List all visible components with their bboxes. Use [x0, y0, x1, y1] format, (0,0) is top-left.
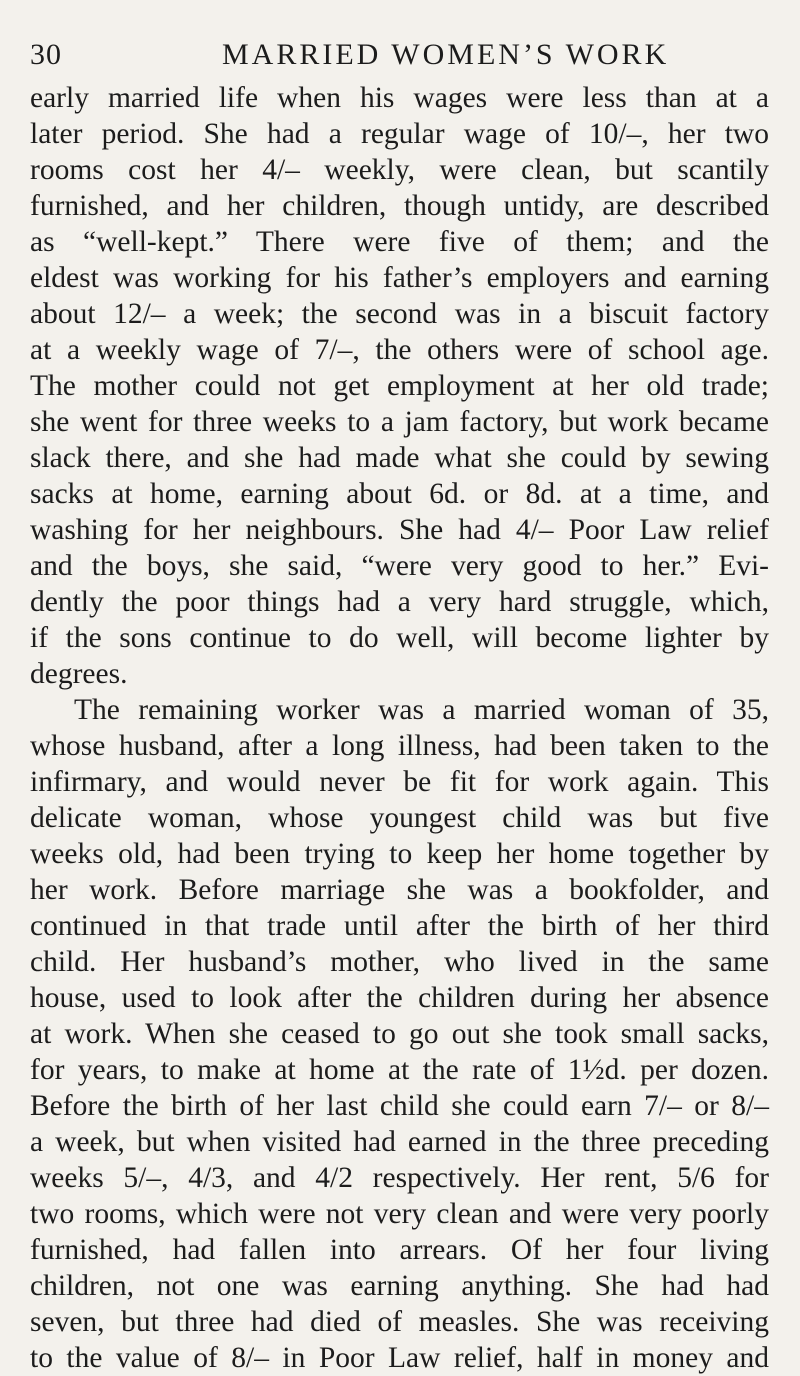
text-line: two rooms, which were not very clean and were very poorly	[30, 1198, 769, 1230]
paragraph-first-line: The remaining worker was a married woman of 35,	[74, 694, 769, 726]
text-line: furnished, had fallen into arrears. Of her four living	[30, 1234, 769, 1266]
text-line: The mother could not get employment at her old trade;	[30, 370, 769, 402]
text-line: about 12/– a week; the second was in a biscuit factory	[30, 298, 769, 330]
text-line: dently the poor things had a very hard struggle, which,	[30, 586, 769, 618]
text-line: at a weekly wage of 7/–, the others were of school age.	[30, 334, 769, 366]
text-line: children, not one was earning anything. She had had	[30, 1270, 769, 1302]
text-line: Before the birth of her last child she could earn 7/– or 8/–	[30, 1090, 769, 1122]
text-line: continued in that trade until after the birth of her third	[30, 910, 769, 942]
page-number: 30	[30, 38, 62, 71]
text-line: slack there, and she had made what she could by sewing	[30, 442, 769, 474]
text-line: for years, to make at home at the rate of 1½d. per dozen.	[30, 1054, 769, 1086]
text-line: delicate woman, whose youngest child was but five	[30, 802, 769, 834]
text-line: sacks at home, earning about 6d. or 8d. at a time, and	[30, 478, 769, 510]
text-line: and the boys, she said, “were very good to her.” Evi-	[30, 550, 769, 582]
text-line: later period. She had a regular wage of 10/–, her two	[30, 118, 769, 150]
text-line: child. Her husband’s mother, who lived in the same	[30, 946, 769, 978]
text-line: house, used to look after the children during her absence	[30, 982, 769, 1014]
text-line: a week, but when visited had earned in the three preceding	[30, 1126, 769, 1158]
page-header	[0, 38, 800, 78]
text-line: degrees.	[30, 658, 128, 690]
text-line: at work. When she ceased to go out she took small sacks,	[30, 1018, 769, 1050]
text-line: weeks old, had been trying to keep her home together by	[30, 838, 769, 870]
text-line: early married life when his wages were less than at a	[30, 82, 769, 114]
text-line: as “well-kept.” There were five of them; and the	[30, 226, 769, 258]
text-line: her work. Before marriage she was a bookfolder, and	[30, 874, 769, 906]
running-title: MARRIED WOMEN’S WORK	[222, 38, 670, 71]
text-line: weeks 5/–, 4/3, and 4/2 respectively. Her rent, 5/6 for	[30, 1162, 769, 1194]
text-line: rooms cost her 4/– weekly, were clean, but scantily	[30, 154, 769, 186]
text-line: whose husband, after a long illness, had been taken to the	[30, 730, 769, 762]
text-line: she went for three weeks to a jam factory, but work became	[30, 406, 769, 438]
text-line: infirmary, and would never be fit for work again. This	[30, 766, 769, 798]
text-line: furnished, and her children, though untidy, are described	[30, 190, 769, 222]
text-line: to the value of 8/– in Poor Law relief, half in money and	[30, 1342, 769, 1374]
text-line: washing for her neighbours. She had 4/– Poor Law relief	[30, 514, 769, 546]
text-line: seven, but three had died of measles. She was receiving	[30, 1306, 769, 1338]
text-line: if the sons continue to do well, will become lighter by	[30, 622, 769, 654]
text-line: eldest was working for his father’s employers and earning	[30, 262, 769, 294]
